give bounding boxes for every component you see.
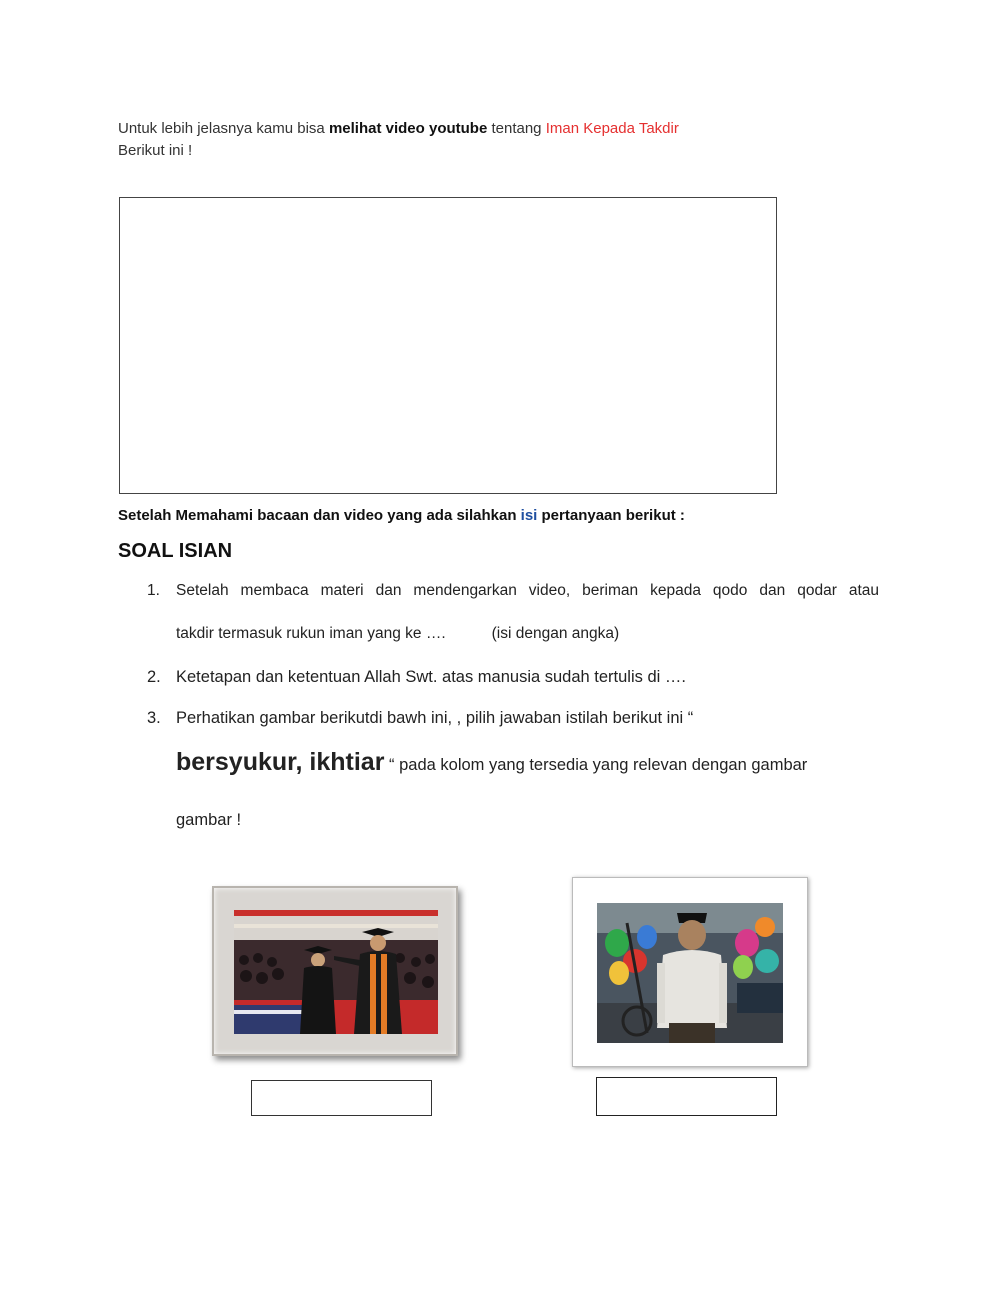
question-3-terms: bersyukur, ikhtiar <box>176 748 385 776</box>
question-3-number: 3. <box>147 709 161 727</box>
question-1-number: 1. <box>147 582 160 599</box>
question-1-hint: (isi dengan angka) <box>491 625 620 642</box>
intro-bold-text: melihat video youtube <box>328 120 488 137</box>
intro-line-1: Untuk lebih jelasnya kamu bisa melihat video youtube tentang Iman Kepada Takdir <box>118 120 679 137</box>
instruction-highlight: isi <box>520 507 538 524</box>
picture-frame-graduation <box>212 886 458 1056</box>
answer-box-1[interactable] <box>251 1080 432 1116</box>
vendor-photo <box>597 903 783 1043</box>
video-embed-frame[interactable] <box>119 197 777 494</box>
picture-frame-vendor <box>572 877 808 1067</box>
vendor-image <box>597 903 783 1043</box>
question-3-line-3: gambar ! <box>176 811 242 829</box>
graduation-image <box>234 910 438 1034</box>
intro-paragraph <box>118 118 679 162</box>
graduation-photo <box>234 910 438 1034</box>
section-title: SOAL ISIAN <box>118 540 233 562</box>
question-3-line-2: bersyukur, ikhtiar “ pada kolom yang tersedia yang relevan dengan gambar <box>176 748 808 776</box>
question-1-line-2: takdir termasuk rukun iman yang ke …. (isi dengan angka) <box>176 625 620 642</box>
answer-box-2[interactable] <box>596 1077 777 1116</box>
question-3-line-1: Perhatikan gambar berikutdi bawh ini, , pilih jawaban istilah berikut ini “ <box>176 709 694 727</box>
intro-topic-link: Iman Kepada Takdir <box>545 120 679 137</box>
question-1-line-1: Setelah membaca materi dan mendengarkan video, beriman kepada qodo dan qodar atau <box>176 582 879 599</box>
instruction-text: Setelah Memahami bacaan dan video yang ada silahkan isi pertanyaan berikut : <box>118 507 685 524</box>
intro-line-2: Berikut ini ! <box>118 142 193 159</box>
question-2-text: Ketetapan dan ketentuan Allah Swt. atas manusia sudah tertulis di …. <box>176 668 686 686</box>
question-2-number: 2. <box>147 668 161 686</box>
